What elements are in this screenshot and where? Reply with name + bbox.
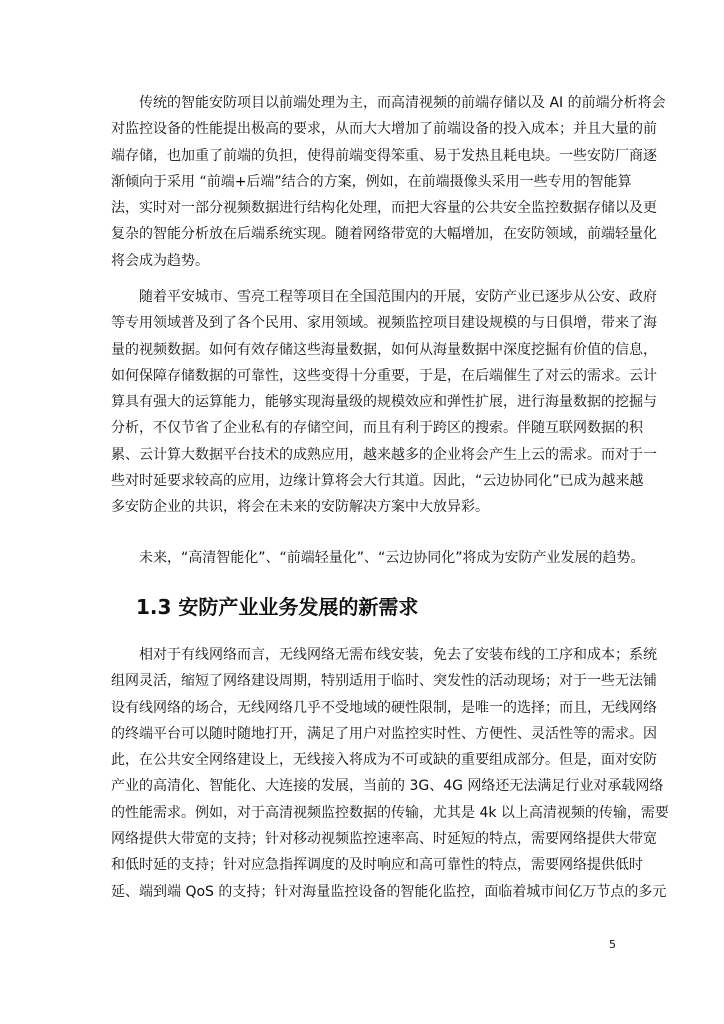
text-line: 网络提供大带宽的支持；针对移动视频监控速率高、时延短的特点，需要网络提供大带宽 [111,831,657,848]
page-number: 5 [609,938,616,951]
text-line: 法，实时对一部分视频数据进行结构化处理，而把大容量的公共安全监控数据存储以及更 [111,200,657,217]
text-line: 相对于有线网络而言，无线网络无需布线安装，免去了安装布线的工序和成本；系统 [139,647,657,663]
text-line: 多安防企业的共识，将会在未来的安防解决方案中大放异彩。 [111,499,489,516]
text-line: 累、云计算大数据平台技术的成熟应用，越来越多的企业将会产生上云的需求。而对于一 [111,446,657,463]
text-line: 算具有强大的运算能力，能够实现海量级的规模效应和弹性扩展，进行海量数据的挖掘与 [111,394,657,411]
text-line: 如何保障存储数据的可靠性，这些变得十分重要，于是，在后端催生了对云的需求。云计 [111,367,657,384]
paragraph-3 [111,545,645,571]
paragraph-1 [111,90,666,274]
text-line: 延、端到端 QoS 的支持；针对海量监控设备的智能化监控，面临着城市间亿万节点的多元 [111,883,667,900]
text-line: 渐倾向于采用 “前端+后端”结合的方案，例如，在前端摄像头采用一些专用的智能算 [111,173,632,190]
text-line: 的性能需求。例如，对于高清视频监控数据的传输，尤其是 4k 以上高清视频的传输，需要 [111,804,669,821]
text-line: 端存储，也加重了前端的负担，使得前端变得笨重、易于发热且耗电块。一些安防厂商逐 [111,147,657,164]
text-line: 设有线网络的场合，无线网络几乎不受地域的硬性限制，是唯一的选择；而且，无线网络 [111,699,657,716]
text-line: 此，在公共安全网络建设上，无线接入将成为不可或缺的重要组成部分。但是，面对安防 [111,752,657,769]
text-line: 和低时延的支持；针对应急指挥调度的及时响应和高可靠性的特点，需要网络提供低时 [111,857,643,874]
text-line: 些对时延要求较高的应用，边缘计算将会大行其道。因此，“云边协同化”已成为越来越 [111,473,644,490]
text-line: 随着平安城市、雪亮工程等项目在全国范围内的开展，安防产业已逐步从公安、政府 [139,289,657,305]
text-line: 产业的高清化、智能化、大连接的发展，当前的 3G、4G 网络还无法满足行业对承载网络 [111,778,664,795]
paragraph-2 [111,284,657,521]
text-line: 复杂的智能分析放在后端系统实现。随着网络带宽的大幅增加，在安防领域，前端轻量化 [111,226,657,243]
text-line: 组网灵活，缩短了网络建设周期，特别适用于临时、突发性的活动现场；对于一些无法铺 [111,673,657,690]
text-line: 分析，不仅节省了企业私有的存储空间，而且有利于跨区的搜索。伴随互联网数据的积 [111,420,643,437]
section-heading: 1.3 安防产业业务发展的新需求 [136,595,419,619]
text-line: 的终端平台可以随时随地打开，满足了用户对监控实时性、方便性、灵活性等的需求。因 [111,725,657,742]
text-line: 未来，“高清智能化”、“前端轻量化”、“云边协同化”将成为安防产业发展的趋势。 [139,550,645,566]
text-line: 等专用领域普及到了各个民用、家用领域。视频监控项目建设规模的与日俱增，带来了海 [111,315,657,332]
text-line: 传统的智能安防项目以前端处理为主，而高清视频的前端存储以及 AI 的前端分析将会 [139,95,666,111]
text-line: 量的视频数据。如何有效存储这些海量数据，如何从海量数据中深度挖掘有价值的信息， [111,341,657,358]
paragraph-4 [111,642,669,905]
text-line: 对监控设备的性能提出极高的要求，从而大大增加了前端设备的投入成本；并且大量的前 [111,121,657,138]
text-line: 将会成为趋势。 [111,252,209,269]
